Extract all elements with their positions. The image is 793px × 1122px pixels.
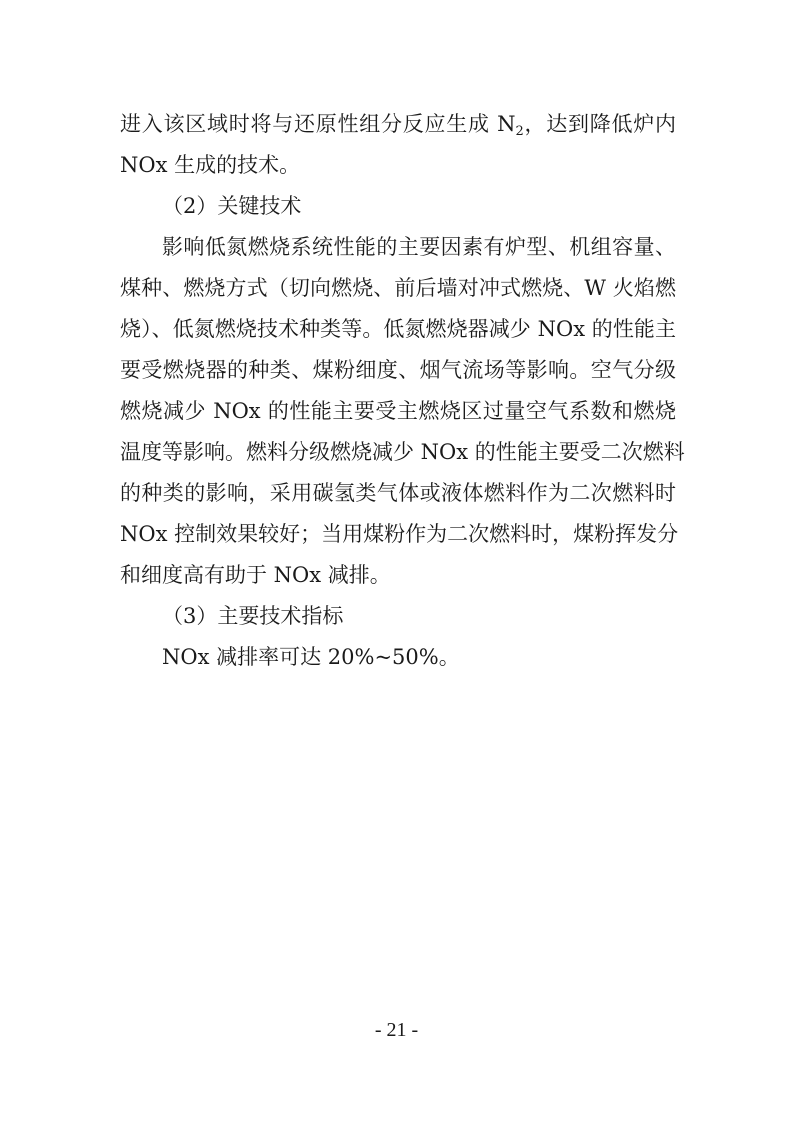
- n2-subscript: 2: [515, 124, 524, 139]
- intro-line-2: NOx 生成的技术。: [120, 153, 301, 177]
- section2-line-9: 和细度高有助于 NOx 减排。: [120, 563, 391, 587]
- intro-line-1-text: 进入该区域时将与还原性组分反应生成 N: [120, 112, 516, 136]
- section-heading-key-technology: （2）关键技术: [162, 194, 302, 218]
- section2-line-3: 烧）、低氮燃烧技术种类等。低氮燃烧器减少 NOx 的性能主: [120, 317, 676, 341]
- section2-line-1: 影响低氮燃烧系统性能的主要因素有炉型、机组容量、: [162, 235, 676, 259]
- intro-line-1: [120, 111, 676, 145]
- section2-line-5: 燃烧减少 NOx 的性能主要受主燃烧区过量空气系数和燃烧: [120, 399, 676, 423]
- section3-text: NOx 减排率可达 20%~50%。: [162, 645, 460, 669]
- section2-line-6: 温度等影响。燃料分级燃烧减少 NOx 的性能主要受二次燃料: [120, 440, 685, 464]
- section2-line-4: 要受燃烧器的种类、煤粉细度、烟气流场等影响。空气分级: [120, 358, 676, 382]
- intro-line-1-tail: ，达到降低炉内: [523, 112, 676, 136]
- section2-line-7: 的种类的影响，采用碳氢类气体或液体燃料作为二次燃料时: [120, 481, 676, 505]
- page-number: - 21 -: [374, 1019, 419, 1041]
- section2-line-8: NOx 控制效果较好；当用煤粉作为二次燃料时，煤粉挥发分: [120, 522, 679, 546]
- section-heading-main-indicators: （3）主要技术指标: [162, 604, 344, 628]
- section2-line-2: 煤种、燃烧方式（切向燃烧、前后墙对冲式燃烧、W 火焰燃: [120, 276, 676, 300]
